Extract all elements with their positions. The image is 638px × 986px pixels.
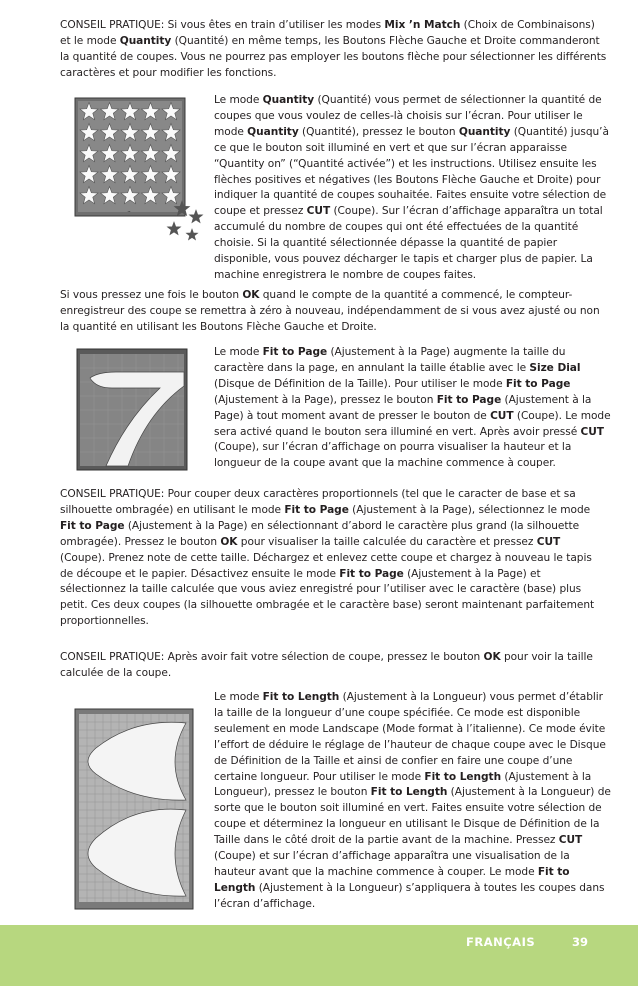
star-shape	[189, 210, 202, 223]
svg-text:~: ~	[127, 209, 131, 214]
fit-to-page-description: Le mode Fit to Page (Ajustement à la Page) augmente la taille du caractère dans la page, en annulant la taille établie avec le Size Dial (Disque de Définition de la Taille). Pour utiliser le mode Fit to Page (Ajustement à la Page), pressez le bouton Fit to Page (Ajustement à la Page) à tout moment avant de presser le bouton de CUT (Coupe). Le mode sera activé quand le bouton sera illuminé en vert. Après avoir pressé CUT (Coupe), sur l’écran d’affichage on pourra visualiser la hauteur et la longueur de la coupe avant que la machine commence à couper.	[214, 346, 611, 470]
footer-language: FRANÇAIS	[466, 935, 536, 949]
ok-button-reset-note: Si vous pressez une fois le bouton OK quand le compte de la quantité a commencé, le compteur-enregistreur des coupe se remettra à zéro à nouveau, indépendamment de si vous avez ajusté ou non la quantité en utilisant les Boutons Flèche Gauche et Droite.	[60, 289, 600, 333]
star-shape	[186, 229, 197, 240]
cutting-mat-letter-seven-image	[76, 348, 188, 472]
cutting-mat-stars-image	[74, 97, 204, 247]
star-shape	[167, 222, 180, 235]
page-footer	[0, 925, 638, 986]
quantity-mode-description: Le mode Quantity (Quantité) vous permet de sélectionner la quantité de coupes que vous voulez de celles-là choisis sur l’écran. Pour utiliser le mode Quantity (Quantité), pressez le bouton Quantity (Quantité) jusqu’à ce que le bouton soit illuminé en vert et que sur l’écran apparaisse “Quantity on” (“Quantité activée”) et les instructions. Utilisez ensuite les flèches positives et négatives (les Boutons Flèche Gauche et Droite) pour indiquer la quantité de coupes souhaitée. Faites ensuite votre sélection de coupe et pressez CUT (Coupe). Sur l’écran d’affichage apparaîtra un total accumulé du nombre de coupes qui ont été effectuées de la quantité choisie. Si la quantité sélectionnée dépasse la quantité de papier disponible, vous pouvez décharger le tapis et charger plus de papier. La machine enregistrera le nombre de coupes faites.	[214, 94, 609, 281]
tip-ok-calculated-size: CONSEIL PRATIQUE: Après avoir fait votre sélection de coupe, pressez le bouton OK pour voir la taille calculée de la coupe.	[60, 651, 593, 679]
page-number: 39	[572, 935, 589, 949]
tip-proportional-characters: CONSEIL PRATIQUE: Pour couper deux caractères proportionnels (tel que le caracter de base et sa silhouette ombragée) en utilisant le mode Fit to Page (Ajustement à la Page), sélectionnez le mode Fit to Page (Ajustement à la Page) en sélectionnant d’abord le caractère plus grand (la silhouette ombragée). Pressez le bouton OK pour visualiser la taille calculée du caractère et pressez CUT (Coupe). Prenez note de cette taille. Déchargez et enlevez cette coupe et chargez à nouveau le tapis de découpe et le papier. Désactivez ensuite le mode Fit to Page (Ajustement à la Page) et sélectionnez la taille calculée que vous aviez enregistré pour l’utiliser avec le caractère (base) plus petit. Ces deux coupes (la silhouette ombragée et le caractère base) seront maintenant parfaitement proportionnelles.	[60, 488, 595, 628]
fit-to-length-description: Le mode Fit to Length (Ajustement à la Longueur) vous permet d’établir la taille de la longueur d’une coupe spécifiée. Ce mode est disponible seulement en mode Landscape (Mode format à l’italienne). Ce mode évite l’effort de déduire le réglage de l’hauteur de chaque coupe avec le Disque de Définition de la Taille et ainsi de confier en faire une coupe d’une certaine longueur. Pour utiliser le mode Fit to Length (Ajustement à la Longueur), pressez le bouton Fit to Length (Ajustement à la Longueur) de sorte que le bouton soit illuminé en vert. Faites ensuite votre sélection de coupe et déterminez la longueur en utilisant le Disque de Définition de la Taille dans le côté droit de la partie avant de la machine. Pressez CUT (Coupe) et sur l’écran d’affichage apparaîtra une visualisation de la hauteur avant que la machine commence à couper. Le mode Fit to Length (Ajustement à la Longueur) s’appliquera à toutes les coupes dans l’écran d’affichage.	[214, 691, 611, 910]
tip-mix-n-match: CONSEIL PRATIQUE: Si vous êtes en train d’utiliser les modes Mix ’n Match (Choix de Combinaisons) et le mode Quantity (Quantité) en même temps, les Boutons Flèche Gauche et Droite commanderont la quantité de coupes. Vous ne pourrez pas employer les boutons flèche pour sélectionner les différents caractères et pour modifier les fonctions.	[60, 19, 607, 79]
cutting-mat-leaves-image	[74, 708, 198, 914]
